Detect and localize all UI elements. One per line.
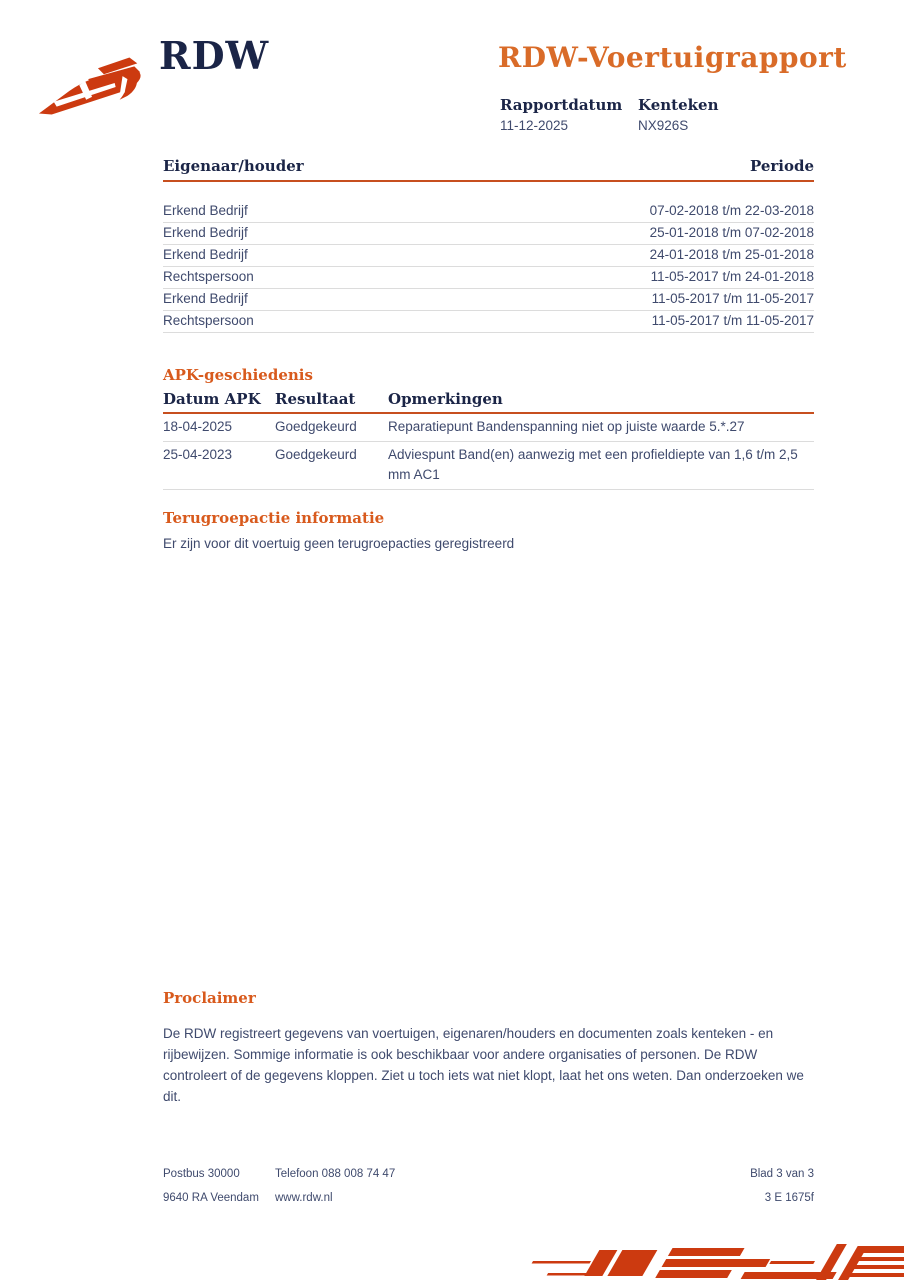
report-date-value: 11-12-2025	[500, 118, 569, 133]
owner-table-header	[163, 157, 814, 182]
table-row	[163, 201, 814, 223]
page-footer	[163, 1168, 814, 1216]
report-date-label: Rapportdatum	[500, 96, 623, 114]
apk-section-title: APK-geschiedenis	[163, 366, 313, 384]
period-cell: 11-05-2017 t/m 11-05-2017	[651, 313, 814, 328]
table-row	[163, 223, 814, 245]
footer-doc-code: 3 E 1675f	[764, 1192, 814, 1204]
apk-result-cell: Goedgekeurd	[275, 419, 357, 434]
owner-cell: Erkend Bedrijf	[163, 203, 248, 218]
owner-cell: Erkend Bedrijf	[163, 247, 248, 262]
rdw-speed-stripes-graphic	[504, 1242, 904, 1280]
apk-remarks-cell: Adviespunt Band(en) aanwezig met een profieldiepte van 1,6 t/m 2,5 mm AC1	[388, 447, 798, 482]
period-cell: 24-01-2018 t/m 25-01-2018	[649, 247, 814, 262]
footer-phone: Telefoon 088 008 74 47	[275, 1168, 396, 1180]
owner-section	[163, 157, 814, 333]
period-cell: 11-05-2017 t/m 11-05-2017	[651, 291, 814, 306]
proclaimer-section	[163, 989, 814, 1107]
owner-table-body	[163, 201, 814, 333]
license-plate-value: NX926S	[638, 118, 689, 133]
owner-cell: Erkend Bedrijf	[163, 225, 248, 240]
apk-date-column-header: Datum APK	[163, 390, 261, 408]
apk-date-cell: 25-04-2023	[163, 447, 233, 462]
period-cell: 25-01-2018 t/m 07-02-2018	[649, 225, 814, 240]
proclaimer-section-title: Proclaimer	[163, 989, 256, 1007]
footer-address-line1: Postbus 30000	[163, 1168, 240, 1180]
proclaimer-section-body: De RDW registreert gegevens van voertuigen, eigenaren/houders en documenten zoals kenteken - en rijbewijzen. Sommige informatie is ook beschikbaar voor andere organisaties of personen. De RDW controleert of de gegevens kloppen. Ziet u toch iets wat niet klopt, laat het ons weten. Dan onderzoeken we dit.	[163, 1026, 804, 1104]
table-row	[163, 442, 814, 490]
footer-row	[163, 1192, 814, 1204]
owner-cell: Erkend Bedrijf	[163, 291, 248, 306]
apk-history-section	[163, 366, 814, 490]
rdw-logo-text: RDW	[159, 33, 270, 78]
apk-date-cell: 18-04-2025	[163, 419, 233, 434]
owner-cell: Rechtspersoon	[163, 269, 254, 284]
owner-column-header: Eigenaar/houder	[163, 157, 304, 175]
recall-section-title: Terugroepactie informatie	[163, 509, 385, 527]
rdw-wing-logo	[36, 52, 154, 120]
table-row	[163, 245, 814, 267]
period-column-header: Periode	[749, 157, 814, 175]
table-row	[163, 414, 814, 442]
page-title: RDW-Voertuigrapport	[498, 41, 847, 74]
table-row	[163, 289, 814, 311]
recall-section-body: Er zijn voor dit voertuig geen terugroepacties geregistreerd	[163, 536, 515, 551]
apk-table-header	[163, 390, 814, 414]
apk-result-cell: Goedgekeurd	[275, 447, 357, 462]
recall-section	[163, 509, 814, 554]
table-row	[163, 311, 814, 333]
period-cell: 07-02-2018 t/m 22-03-2018	[649, 203, 814, 218]
footer-page-number: Blad 3 van 3	[750, 1168, 814, 1180]
table-row	[163, 267, 814, 289]
footer-row	[163, 1168, 814, 1180]
license-plate-label: Kenteken	[638, 96, 719, 114]
apk-remarks-column-header: Opmerkingen	[388, 390, 503, 408]
period-cell: 11-05-2017 t/m 24-01-2018	[650, 269, 814, 284]
apk-remarks-cell: Reparatiepunt Bandenspanning niet op juiste waarde 5.*.27	[388, 419, 745, 434]
apk-result-column-header: Resultaat	[275, 390, 356, 408]
footer-website-link[interactable]: www.rdw.nl	[275, 1192, 333, 1204]
footer-address-line2: 9640 RA Veendam	[163, 1192, 259, 1204]
owner-cell: Rechtspersoon	[163, 313, 254, 328]
